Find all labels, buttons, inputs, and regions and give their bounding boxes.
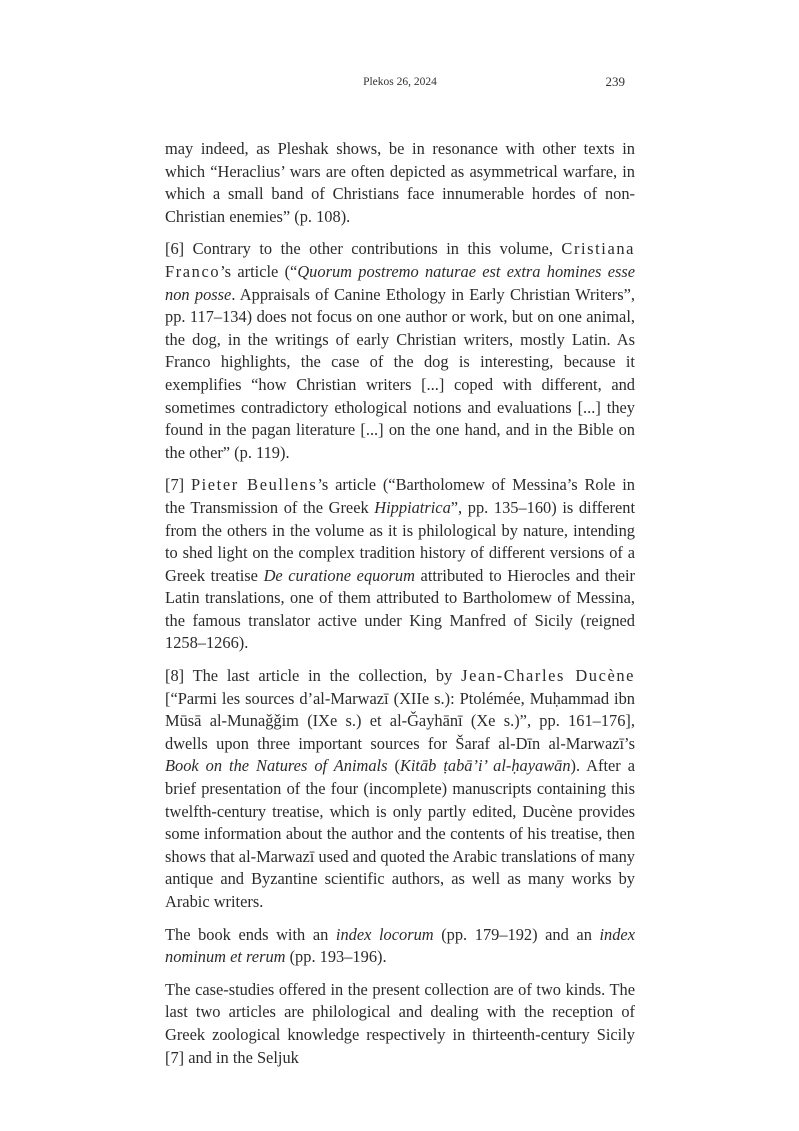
text-run: may indeed, as Pleshak shows, be in resonance with other texts in which “Heraclius’ wars are often depicted as asymmetrical warfare, in which a small band of Christians face innumerable hordes of non-Christian enemies” (p. 108). <box>165 139 635 226</box>
italic-title: De curatione equorum <box>263 565 415 585</box>
italic-title: Kitāb ṭabā’i’ al-ḥayawān <box>399 756 571 776</box>
text-run: ). After a brief presentation of the four (incomplete) manuscripts containing this twelfth-century treatise, which is only partly edited, Ducène provides some information about the author and the contents of his treatise, then shows that al-Marwazī used and quoted the Arabic translations of many antique and Byzantine scientific authors, as well as many works by Arabic writers. <box>165 756 636 911</box>
text-run: [7] <box>165 475 191 495</box>
italic-title: index locorum <box>335 924 434 944</box>
page-number: 239 <box>605 74 625 89</box>
text-run: ( <box>387 756 400 776</box>
italic-title: Book on the Natures of Animals <box>165 756 388 776</box>
paragraph-franco <box>165 238 635 464</box>
author-name: Jean-Charles Ducène <box>461 666 635 686</box>
author-name: Cristiana Franco <box>165 239 635 281</box>
text-run: ’s article (“ <box>220 261 298 281</box>
text-run: . Appraisals of Canine Ethology in Early Christian Writers”, pp. 117–134) does not focus on one author or work, but on one animal, the dog, in the writings of early Christian writers, mostly Latin. As Franco highlights, the case of the dog is interesting, because it exemplifies “how Christian writers [...] coped with different, and sometimes contradictory ethological notions and evaluations [...] they found in the pagan literature [...] on the one hand, and in the Bible on the other” (p. 119). <box>165 284 635 462</box>
paragraph-continuation <box>165 138 635 228</box>
italic-title: Quorum postremo naturae est extra homines esse non posse <box>165 261 635 304</box>
text-run: [“Parmi les sources d’al-Marwazī (XIIe s.): Ptolémée, Muḥammad ibn Mūsā al-Munaǧǧim (IXe s.) et al-Ǧayhānī (Xe s.)”, pp. 161–176], dwells upon three important sources for Šaraf al-Dīn al-Marwazī’s <box>165 688 635 753</box>
paragraph-beullens <box>165 474 635 655</box>
author-name: Pieter Beullens <box>190 475 318 495</box>
text-run: ’s article (“Bartholomew of Messina’s Role in the Transmission of the Greek <box>165 475 635 517</box>
italic-title: Hippiatrica <box>374 497 451 517</box>
italic-title: index nominum et rerum <box>165 924 635 967</box>
journal-citation: Plekos 26, 2024 <box>363 76 437 88</box>
text-run: [8] The last article in the collection, by <box>165 666 462 686</box>
text-run: [6] Contrary to the other contributions in this volume, <box>165 239 562 259</box>
paragraph-indices <box>165 924 635 969</box>
text-run: The case-studies offered in the present collection are of two kinds. The last two articles are philological and dealing with the reception of Greek zoological knowledge respectively in thirteenth-century Sicily [7] and in the Seljuk <box>165 979 635 1067</box>
text-run: attributed to Hierocles and their Latin translations, one of them attributed to Bartholomew of Messina, the famous translator active under King Manfred of Sicily (reigned 1258–1266). <box>165 565 635 653</box>
text-run: (pp. 179–192) and an <box>433 924 600 944</box>
body-text <box>165 138 635 1079</box>
text-run: The book ends with an <box>165 924 336 944</box>
text-run: ”, pp. 135–160) is different from the others in the volume as it is philological by nature, intending to shed light on the complex tradition history of different versions of a Greek treatise <box>165 497 635 585</box>
paragraph-ducene <box>165 665 635 914</box>
text-run: (pp. 193–196). <box>285 947 387 967</box>
running-head <box>165 74 635 94</box>
paragraph-case-studies <box>165 979 635 1069</box>
